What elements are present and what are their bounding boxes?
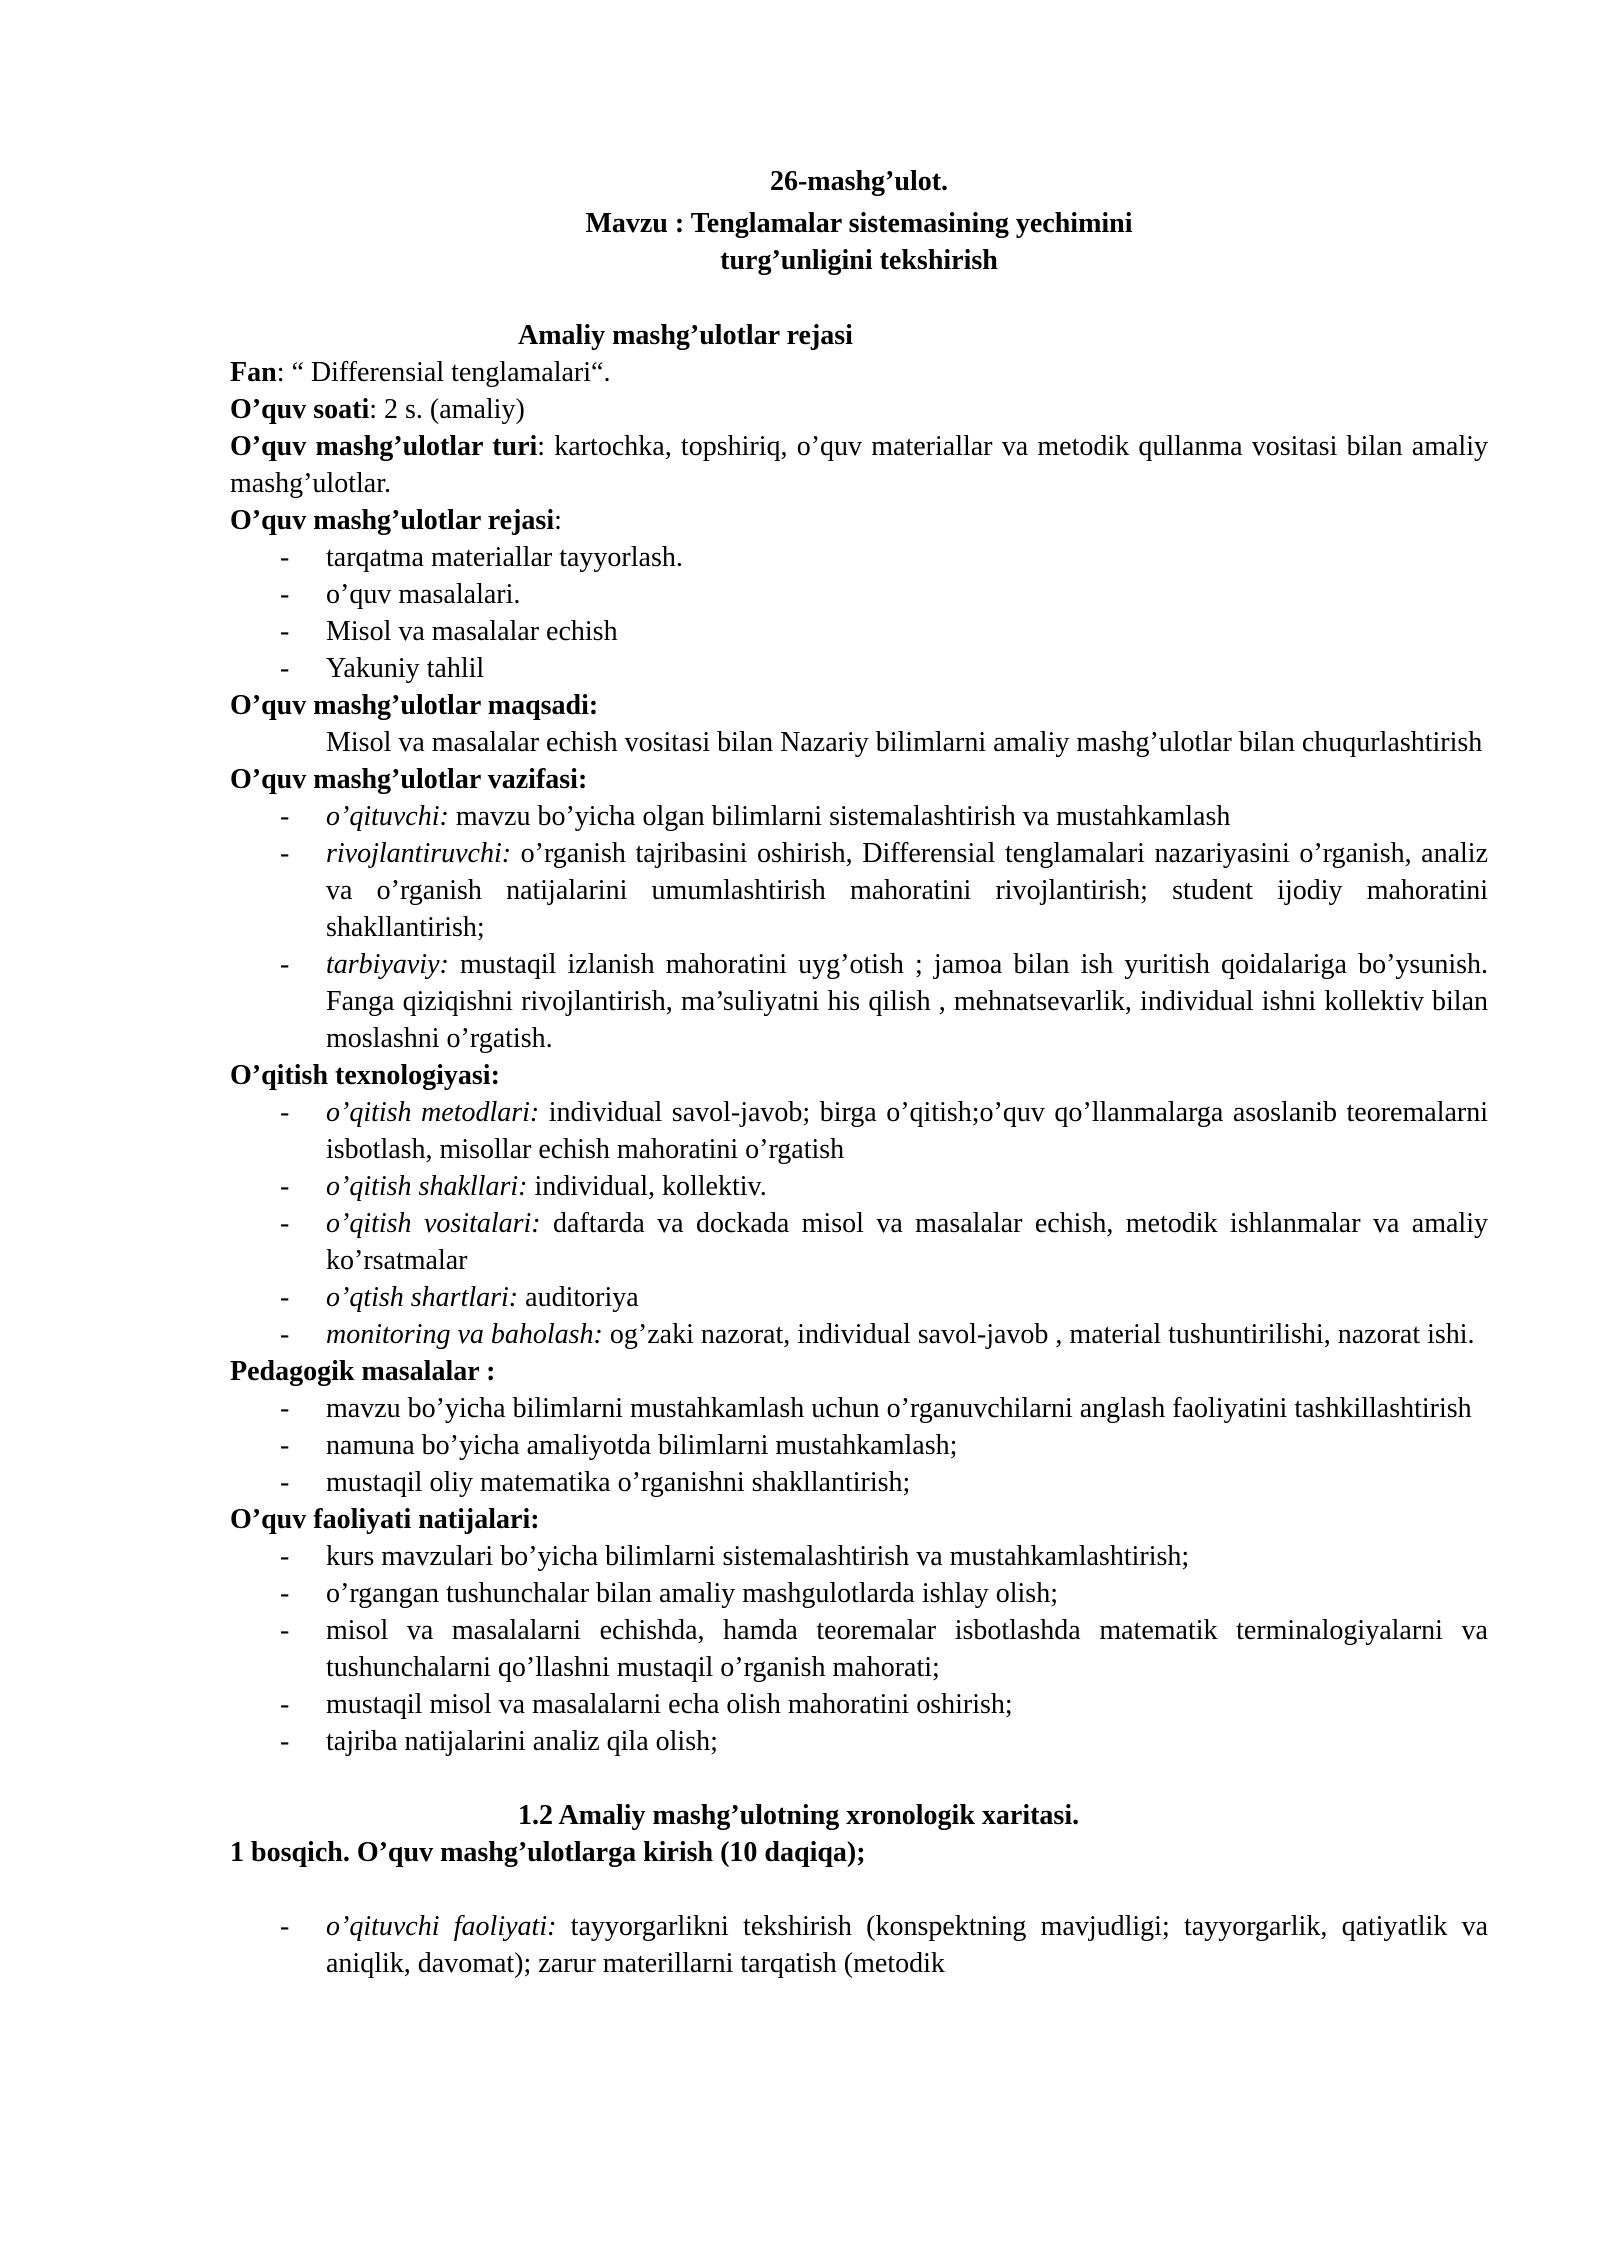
tech-text: daftarda va dockada misol va masalalar echish, metodik ishlanmalar va amaliy ko’rsatmalar [326, 1208, 1488, 1276]
list-item [230, 946, 1488, 1057]
list-item: - mavzu bo’yicha bilimlarni mustahkamlash uchun o’rganuvchilarni anglash faoliyatini tashkillashtirish [230, 1390, 1488, 1427]
chrono-term: o’qituvchi faoliyati: [326, 1911, 557, 1942]
plan-label: O’quv mashg’ulotlar rejasi [230, 505, 555, 536]
tasks-list [230, 798, 1488, 1057]
task-term: o’qituvchi: [326, 801, 449, 832]
type-label: O’quv mashg’ulotlar turi [230, 431, 538, 462]
fan-label: Fan [230, 357, 277, 388]
pedagogic-heading: Pedagogik masalalar : [230, 1356, 496, 1387]
task-term: tarbiyaviy: [326, 949, 449, 980]
hours-label: O’quv soati [230, 394, 370, 425]
list-item: - kurs mavzulari bo’yicha bilimlarni sistemalashtirish va mustahkamlashtirish; [230, 1538, 1488, 1575]
list-item: - o’rgangan tushunchalar bilan amaliy mashgulotlarda ishlay olish; [230, 1575, 1488, 1612]
fan-value: : “ Differensial tenglamalari“. [276, 357, 611, 388]
tech-text: individual savol-javob; birga o’qitish;o’quv qo’llanmalarga asoslanib teoremalarni isbotlash, misollar echish mahoratini o’rgatish [326, 1097, 1488, 1165]
list-item: - namuna bo’yicha amaliyotda bilimlarni mustahkamlash; [230, 1427, 1488, 1464]
list-item: - Yakuniy tahlil [230, 650, 1488, 687]
hours-value: : 2 s. (amaliy) [369, 394, 525, 425]
tech-term: o’qitish metodlari: [326, 1097, 540, 1128]
technology-heading: O’qitish texnologiyasi: [230, 1060, 500, 1091]
tech-text: og’zaki nazorat, individual savol-javob , material tushuntirilishi, nazorat ishi. [602, 1319, 1475, 1350]
plan-title: Amaliy mashg’ulotlar rejasi [518, 320, 853, 351]
chrono-text: tayyorgarlikni tekshirish (konspektning mavjudligi; tayyorgarlik, qatiyatlik va aniqlik, davomat); zarur materillarni tarqatish (metodik [326, 1911, 1488, 1979]
list-item: - tarqatma materiallar tayyorlash. [230, 539, 1488, 576]
stage-1-heading: 1 bosqich. O’quv mashg’ulotlarga kirish (10 daqiqa); [230, 1837, 866, 1868]
fan-line [230, 354, 1488, 391]
list-item [230, 1316, 1488, 1353]
list-item: - mustaqil misol va masalalarni echa olish mahoratini oshirish; [230, 1686, 1488, 1723]
task-text: mavzu bo’yicha olgan bilimlarni sistemalashtirish va mustahkamlash [448, 801, 1231, 832]
tech-text: auditoriya [518, 1282, 639, 1313]
tech-text: individual, kollektiv. [527, 1171, 767, 1202]
task-text: mustaqil izlanish mahoratini uyg’otish ; jamoa bilan ish yuritish qoidalariga bo’ysunish. Fanga qiziqishni rivojlantirish, ma’suliyatni his qilish , mehnatsevarlik, individual ishni kollektiv bilan moslashni o’rgatish. [326, 949, 1488, 1054]
list-item [230, 1908, 1488, 1982]
goal-heading: O’quv mashg’ulotlar maqsadi: [230, 690, 599, 721]
technology-list [230, 1094, 1488, 1353]
tech-term: monitoring va baholash: [326, 1319, 603, 1350]
list-item: - Misol va masalalar echish [230, 613, 1488, 650]
plan-colon: : [554, 505, 562, 536]
topic-line-1: Mavzu : Tenglamalar sistemasining yechimini [585, 208, 1133, 239]
list-item [230, 1279, 1488, 1316]
list-item: - tajriba natijalarini analiz qila olish; [230, 1723, 1488, 1760]
document-page [230, 163, 1488, 1982]
hours-line [230, 391, 1488, 428]
plan-list [230, 539, 1488, 687]
list-item: - o’quv masalalari. [230, 576, 1488, 613]
chronology-list [230, 1908, 1488, 1982]
list-item [230, 1168, 1488, 1205]
tech-term: o’qitish vositalari: [326, 1208, 541, 1239]
tasks-heading: O’quv mashg’ulotlar vazifasi: [230, 764, 588, 795]
tech-term: o’qitish shakllari: [326, 1171, 528, 1202]
results-list [230, 1538, 1488, 1760]
list-item [230, 1094, 1488, 1168]
chronology-title: 1.2 Amaliy mashg’ulotning xronologik xaritasi. [518, 1800, 1080, 1831]
type-line [230, 428, 1488, 502]
list-item: - mustaqil oliy matematika o’rganishni shakllantirish; [230, 1464, 1488, 1501]
plan-heading [230, 502, 1488, 539]
list-item [230, 835, 1488, 946]
list-item [230, 798, 1488, 835]
task-text: o’rganish tajribasini oshirish, Differensial tenglamalari nazariyasini o’rganish, analiz va o’rganish natijalarini umumlashtirish mahoratini rivojlantirish; student ijodiy mahoratini shakllantirish; [326, 838, 1488, 943]
type-value: : kartochka, topshiriq, o’quv materiallar va metodik qullanma vositasi bilan amaliy mashg’ulotlar. [230, 431, 1488, 499]
task-term: rivojlantiruvchi: [326, 838, 512, 869]
tech-term: o’qtish shartlari: [326, 1282, 519, 1313]
list-item: - misol va masalalarni echishda, hamda teoremalar isbotlashda matematik terminalogiyalarni va tushunchalarni qo’llashni mustaqil o’rganish mahorati; [230, 1612, 1488, 1686]
topic-line-2: turg’unligini tekshirish [720, 245, 998, 276]
list-item [230, 1205, 1488, 1279]
results-heading: O’quv faoliyati natijalari: [230, 1504, 540, 1535]
goal-text: Misol va masalalar echish vositasi bilan Nazariy bilimlarni amaliy mashg’ulotlar bilan chuqurlashtirish [326, 727, 1483, 758]
pedagogic-list [230, 1390, 1488, 1501]
lesson-number: 26-mashg’ulot. [769, 166, 949, 197]
